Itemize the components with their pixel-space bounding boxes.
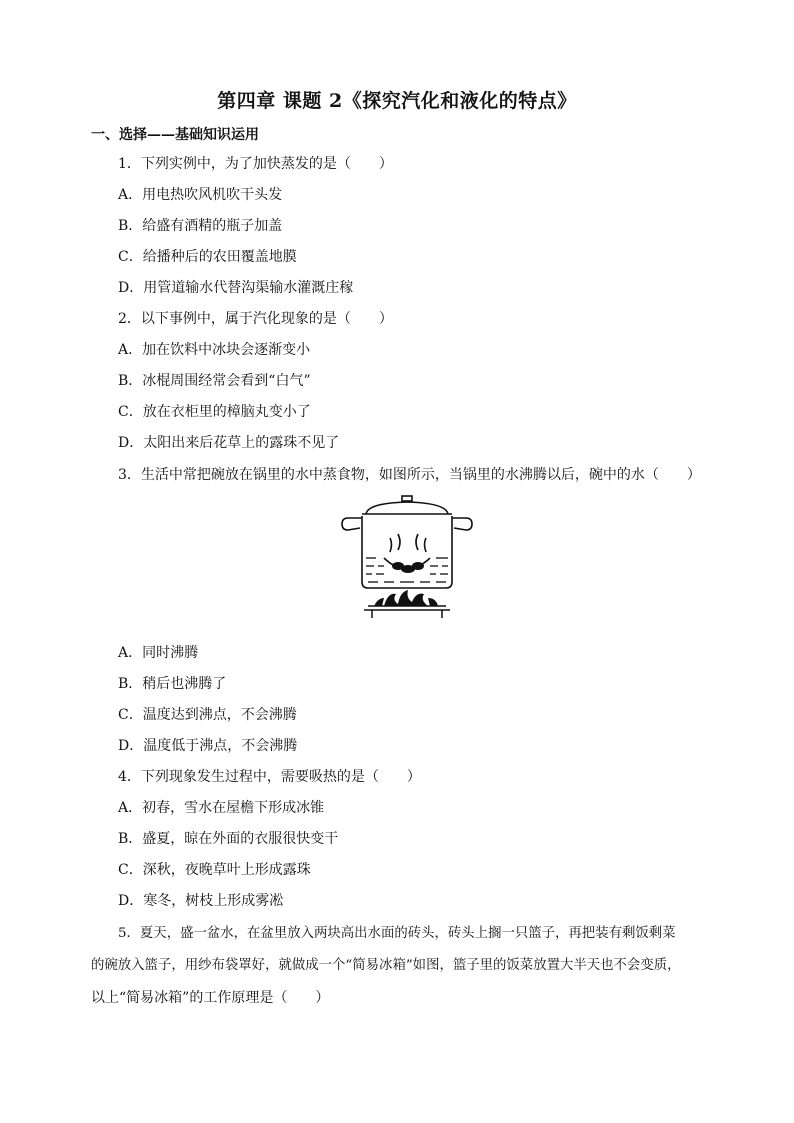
question-2-option-c: C．放在衣柜里的樟脑丸变小了 [118,404,311,420]
question-3-stem: 3．生活中常把碗放在锅里的水中蒸食物，如图所示，当锅里的水沸腾以后，碗中的水（ ） [118,467,701,483]
question-1-option-a: A．用电热吹风机吹干头发 [118,187,283,203]
question-4-option-c: C．深秋，夜晚草叶上形成露珠 [118,862,311,878]
section-heading: 一、选择——基础知识运用 [91,127,259,143]
question-5-stem-line-2: 的碗放入篮子，用纱布袋罩好，就做成一个“简易冰箱”如图，篮子里的饭菜放置大半天也不会变质， [91,958,681,973]
question-1-option-c: C．给播种后的农田覆盖地膜 [118,249,297,265]
question-4-option-a: A．初春，雪水在屋檐下形成冰锥 [118,800,325,816]
question-3-option-b: B．稍后也沸腾了 [118,676,227,692]
question-3-option-d: D．温度低于沸点，不会沸腾 [118,738,298,754]
steaming-pot-on-stove-icon [338,494,474,622]
question-4-option-b: B．盛夏，晾在外面的衣服很快变干 [118,831,339,847]
question-4-option-d: D．寒冬，树枝上形成雾凇 [118,893,284,909]
question-2-option-b: B．冰棍周围经常会看到“白气” [118,373,311,389]
question-1-option-b: B．给盛有酒精的瓶子加盖 [118,218,283,234]
question-1-option-d: D．用管道输水代替沟渠输水灌溉庄稼 [118,280,354,296]
question-2-stem: 2．以下事例中，属于汽化现象的是（ ） [118,311,393,327]
question-2-option-a: A．加在饮料中冰块会逐渐变小 [118,342,311,358]
question-3-option-a: A．同时沸腾 [118,645,199,661]
question-4-stem: 4．下列现象发生过程中，需要吸热的是（ ） [118,769,421,785]
page-title: 第四章 课题 2《探究汽化和液化的特点》 [217,90,577,112]
question-3-option-c: C．温度达到沸点，不会沸腾 [118,707,297,723]
question-5-stem-line-1: 5．夏天，盛一盆水，在盆里放入两块高出水面的砖头，砖头上搁一只篮子，再把装有剩饭剩菜 [118,926,676,941]
question-5-stem-line-3: 以上“简易冰箱”的工作原理是（ ） [91,990,330,1006]
question-2-option-d: D．太阳出来后花草上的露珠不见了 [118,435,340,451]
question-1-stem: 1．下列实例中，为了加快蒸发的是（ ） [118,156,393,172]
